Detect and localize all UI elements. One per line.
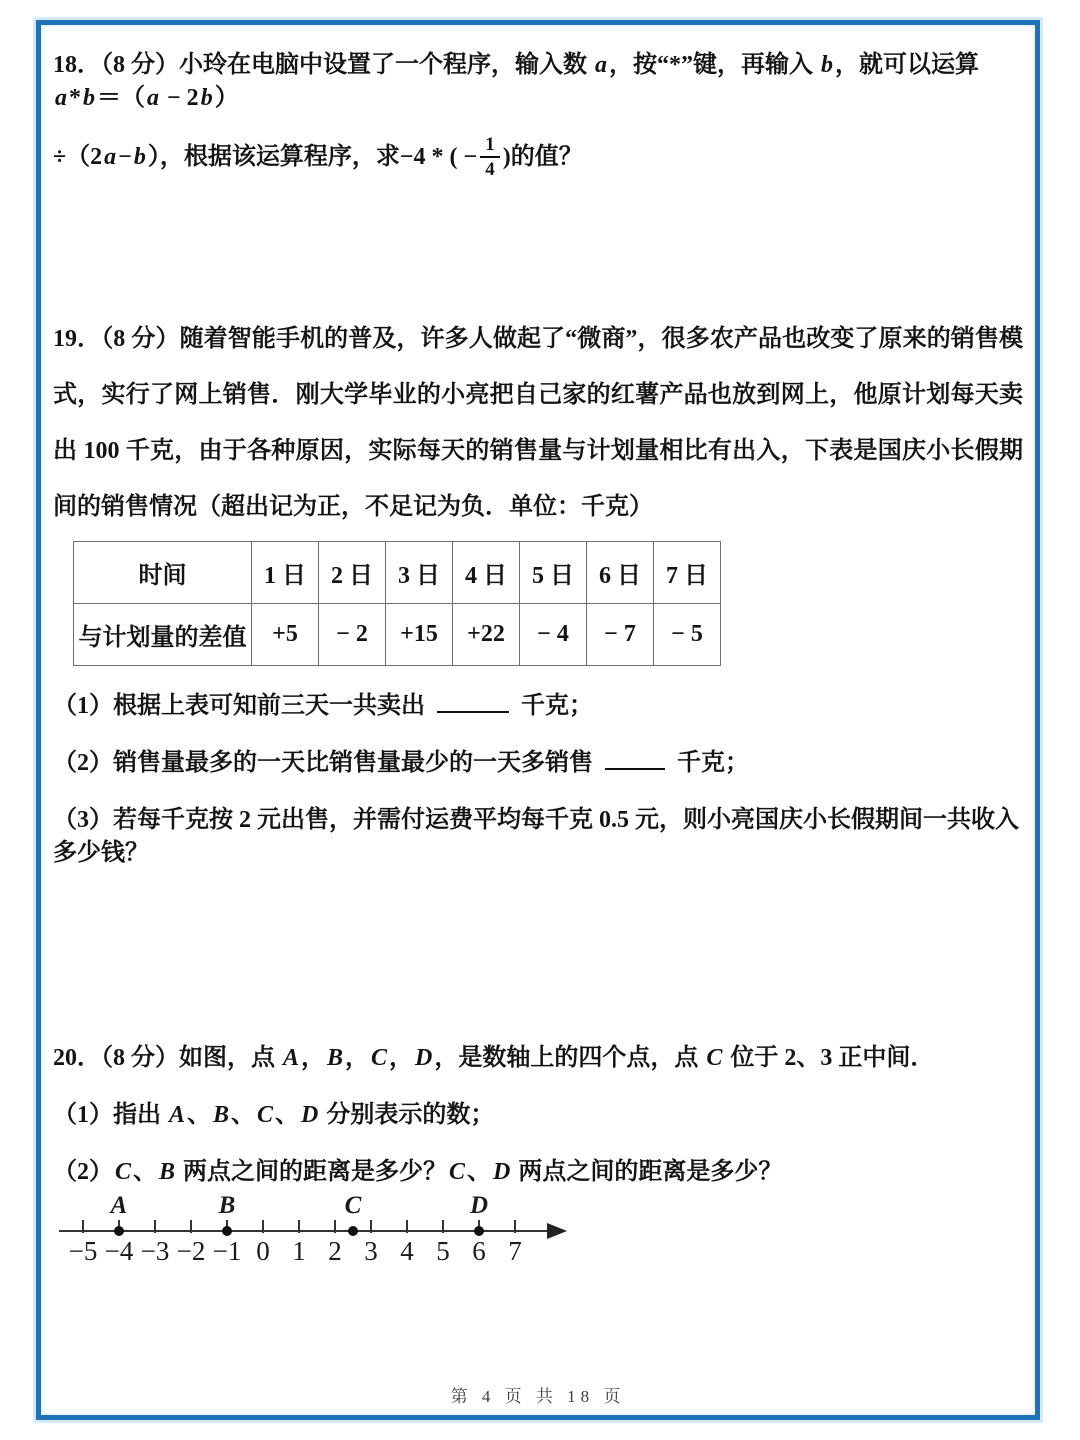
table-header-day-2: 2 日 (319, 542, 386, 604)
text-segment: − 2 (161, 85, 199, 111)
text-segment: 两点之间的距离是多少？ (512, 1159, 783, 1185)
text-segment: 分别表示的数； (320, 1102, 495, 1128)
question-20-item-2 (53, 1156, 1023, 1189)
text-segment: （1）根据上表可知前三天一共卖出 (53, 693, 431, 719)
question-19-intro: 19．（8 分）随着智能手机的普及，许多人做起了“微商”，很多农产品也改变了原来的销售模式，实行了网上销售．刚大学毕业的小亮把自己家的红薯产品也放到网上，他原计划每天卖出 100 千克，由于各种原因，实际每天的销售量与计划量相比有出入，下表是国庆小长假期间的销售情况（超出记为正，不足记为负．单位：千克） (53, 326, 1023, 520)
text-segment: ， (301, 1045, 326, 1071)
text-segment: A (283, 1045, 300, 1071)
text-segment: 位于 2、3 正中间． (724, 1045, 935, 1071)
point-dot-A (114, 1226, 124, 1236)
point-label-B: B (218, 1193, 236, 1219)
text-segment: C (115, 1159, 132, 1185)
table-header-day-1: 1 日 (252, 542, 319, 604)
text-segment: a (104, 143, 117, 170)
text-segment: B (159, 1159, 176, 1185)
tick-label: 3 (364, 1236, 378, 1266)
tick-label: −5 (68, 1236, 98, 1266)
text-segment: b (133, 143, 146, 170)
point-label-C: C (344, 1193, 362, 1219)
text-segment: （2）销售量最多的一天比销售量最少的一天多销售 (53, 750, 599, 776)
question-19-item-2 (53, 747, 1023, 780)
tick-label: 0 (256, 1236, 270, 1266)
text-segment: ÷（2 (53, 143, 103, 170)
text-segment: a (55, 85, 67, 111)
text-segment: ＝（ (97, 85, 145, 111)
text-segment: )的值？ (502, 143, 583, 170)
point-dot-C (348, 1226, 358, 1236)
table-header-time: 时间 (74, 542, 252, 604)
text-segment: 、 (187, 1102, 212, 1128)
tick-label: −3 (140, 1236, 170, 1266)
text-segment: 、 (467, 1159, 492, 1185)
table-row (74, 604, 721, 666)
text-segment: D (493, 1159, 511, 1185)
text-segment: B (213, 1102, 230, 1128)
text-segment: A (169, 1102, 186, 1128)
table-row (74, 542, 721, 604)
number-line-figure (53, 1193, 583, 1271)
fraction-numerator: 1 (480, 134, 500, 158)
text-segment: 、 (275, 1102, 300, 1128)
table-header-day-6: 6 日 (587, 542, 654, 604)
table-value-day-5: − 4 (520, 604, 587, 666)
table-header-day-3: 3 日 (386, 542, 453, 604)
table-header-day-7: 7 日 (654, 542, 721, 604)
answer-blank (437, 699, 509, 713)
tick-label: 5 (436, 1236, 450, 1266)
text-segment: （2） (53, 1159, 113, 1185)
point-dot-B (222, 1226, 232, 1236)
table-value-day-4: +22 (453, 604, 520, 666)
text-segment: 千克； (671, 750, 749, 776)
tick-label: 6 (472, 1236, 486, 1266)
table-value-day-3: +15 (386, 604, 453, 666)
point-label-D: D (469, 1193, 489, 1219)
text-segment: 、 (231, 1102, 256, 1128)
table-value-day-7: − 5 (654, 604, 721, 666)
text-segment: 两点之间的距离是多少？ (177, 1159, 448, 1185)
text-segment: C (257, 1102, 274, 1128)
table-value-day-6: − 7 (587, 604, 654, 666)
text-segment: ，按“*”键，再输入 (609, 52, 819, 78)
tick-label: −2 (176, 1236, 206, 1266)
axis-arrow-icon (547, 1223, 567, 1239)
text-segment: ，就可以运算 (835, 52, 979, 78)
point-dot-D (474, 1226, 484, 1236)
tick-label: 7 (508, 1236, 522, 1266)
point-label-A: A (110, 1193, 128, 1219)
text-segment: ， (389, 1045, 414, 1071)
text-segment: C (706, 1045, 723, 1071)
text-segment: b (821, 52, 833, 78)
tick-label: 1 (292, 1236, 306, 1266)
table-value-day-1: +5 (252, 604, 319, 666)
question-18-line-2 (53, 131, 1023, 183)
question-20-line (53, 1042, 1023, 1075)
text-segment: * (69, 85, 81, 111)
text-segment: （1）指出 (53, 1102, 167, 1128)
text-segment: a (595, 52, 607, 78)
sales-difference-table (73, 541, 721, 666)
table-row-label: 与计划量的差值 (74, 604, 252, 666)
tick-label: 4 (400, 1236, 414, 1266)
text-segment: ），根据该运算程序，求−4 * ( − (147, 143, 478, 170)
text-segment: B (327, 1045, 344, 1071)
text-segment: b (200, 85, 213, 111)
text-segment: 18．（8 分）小玲在电脑中设置了一个程序，输入数 (53, 52, 593, 78)
text-segment: ， (345, 1045, 370, 1071)
question-18-line-1 (53, 49, 1023, 115)
question-19-item-1 (53, 690, 1023, 723)
fraction-denominator: 4 (485, 159, 495, 180)
text-segment: a (147, 85, 159, 111)
table-header-day-5: 5 日 (520, 542, 587, 604)
text-segment: − (118, 143, 132, 170)
text-segment: b (83, 85, 95, 111)
page-number: 第 4 页 共 18 页 (450, 1387, 626, 1406)
text-segment: 千克； (515, 693, 593, 719)
text-segment: D (415, 1045, 433, 1071)
text-segment: C (449, 1159, 466, 1185)
text-segment: C (371, 1045, 388, 1071)
question-19-item-3 (53, 804, 1023, 870)
text-segment: ，是数轴上的四个点，点 (434, 1045, 705, 1071)
tick-label: 2 (328, 1236, 342, 1266)
text-segment: 20．（8 分）如图，点 (53, 1045, 281, 1071)
question-20-item-1 (53, 1099, 1023, 1132)
text-segment: D (301, 1102, 319, 1128)
tick-label: −4 (104, 1236, 134, 1266)
table-value-day-2: − 2 (319, 604, 386, 666)
tick-label: −1 (212, 1236, 242, 1266)
text-segment: 、 (133, 1159, 158, 1185)
fraction (480, 134, 500, 180)
table-header-day-4: 4 日 (453, 542, 520, 604)
page-border (36, 20, 1040, 1420)
text-segment: ） (214, 85, 239, 111)
text-segment: （3）若每千克按 2 元出售，并需付运费平均每千克 0.5 元，则小亮国庆小长假期间一共收入多少钱？ (53, 807, 1019, 866)
answer-blank (605, 756, 665, 770)
